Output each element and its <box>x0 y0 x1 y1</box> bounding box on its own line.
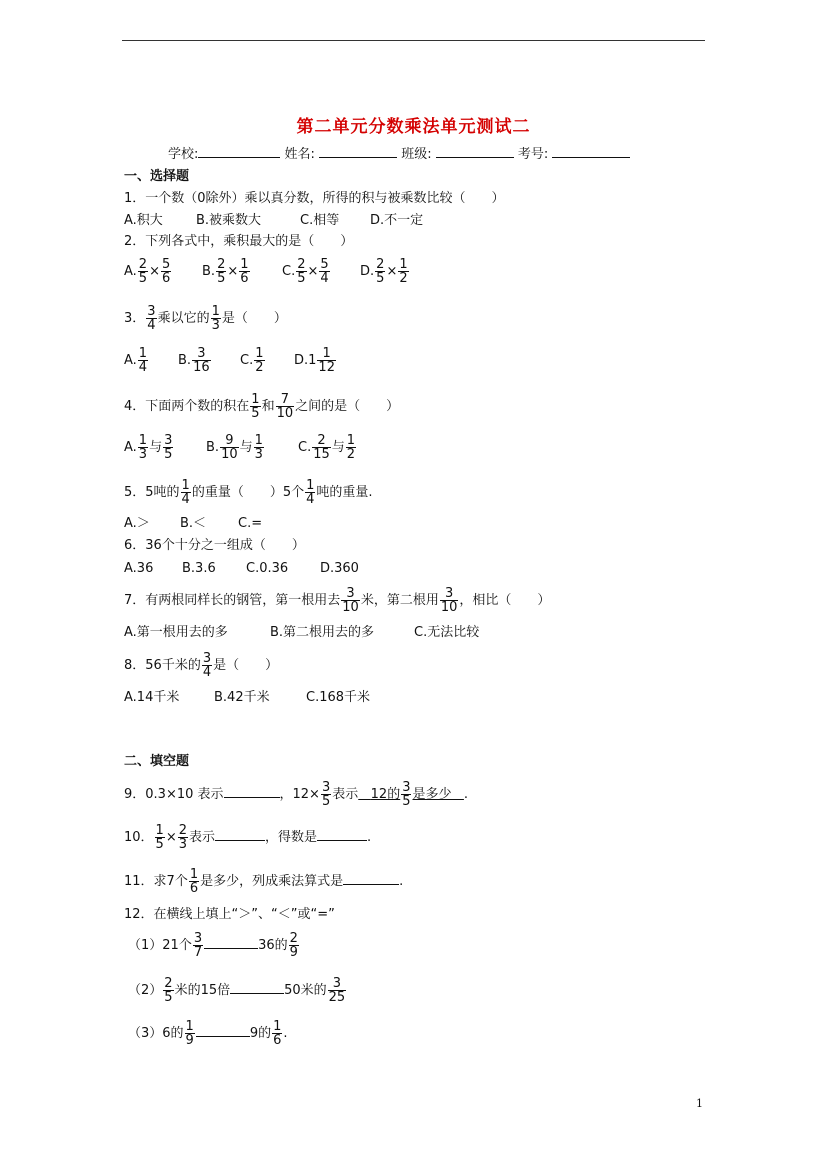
question-8-options <box>124 689 370 707</box>
q12-3-blank[interactable] <box>196 1036 250 1037</box>
fraction: $\frac{2}{5}$ <box>217 257 226 286</box>
fraction: $\frac{5}{6}$ <box>161 257 171 286</box>
q6-option-a[interactable]: A.36 <box>124 561 154 576</box>
question-12-2: （2） $\frac{2}{5}$ 米的15倍 50米的 $\frac{3}{25}$ <box>128 976 346 1005</box>
fraction: $\frac{5}{4}$ <box>320 257 329 286</box>
name-label: 姓名: <box>284 147 315 162</box>
school-label: 学校: <box>168 147 199 162</box>
question-5-options <box>124 515 262 533</box>
q1-option-c[interactable]: C.相等 <box>300 213 340 228</box>
question-2-options <box>124 258 410 285</box>
question-3: 3． $\frac{3}{4}$ 乘以它的 $\frac{1}{3}$ 是（ ） <box>124 304 287 333</box>
question-3-options <box>124 347 337 374</box>
fraction: $\frac{3}{10}$ <box>440 586 458 615</box>
fraction: $\frac{2}{5}$ <box>138 257 148 286</box>
q3-option-c[interactable]: C. $\frac{1}{2}$ <box>240 346 264 375</box>
question-6: 6．36个十分之一组成（ ） <box>124 538 305 553</box>
q9-answer: 12的 $\frac{3}{5}$ 是多少 <box>370 780 452 809</box>
student-info-line <box>168 146 630 164</box>
header-rule <box>122 40 705 41</box>
fraction: $\frac{1}{9}$ <box>185 1019 194 1048</box>
fraction: $\frac{2}{3}$ <box>178 823 188 852</box>
q2-option-d[interactable]: D. $\frac{2}{5}$ × $\frac{1}{2}$ <box>360 257 408 286</box>
class-label: 班级: <box>401 147 432 162</box>
fraction: $\frac{1}{5}$ <box>251 392 260 421</box>
q3-option-d[interactable]: D.1 $\frac{1}{12}$ <box>294 346 335 375</box>
q11-blank[interactable] <box>343 884 399 885</box>
fraction: $\frac{3}{25}$ <box>328 976 346 1005</box>
fraction: $\frac{2}{5}$ <box>164 976 173 1005</box>
q5-option-a[interactable]: A.＞ <box>124 516 150 531</box>
q10-blank-2[interactable] <box>317 840 367 841</box>
school-blank[interactable] <box>198 157 280 158</box>
question-11: 11．求7个 $\frac{1}{6}$ 是多少，列成乘法算式是 . <box>124 867 404 896</box>
fraction: $\frac{1}{3}$ <box>211 304 220 333</box>
question-9: 9．0.3×10 表示 ，12× $\frac{3}{5}$ 表示 12的 $\frac{3}{5}$ 是多少 . <box>124 780 469 809</box>
fraction: $\frac{2}{15}$ <box>313 433 330 462</box>
q8-option-b[interactable]: B.42千米 <box>214 690 270 705</box>
fraction: $\frac{2}{9}$ <box>289 931 298 960</box>
q4-option-b[interactable]: B. $\frac{9}{10}$ 与 $\frac{1}{3}$ <box>206 433 263 462</box>
question-4: 4．下面两个数的积在 $\frac{1}{5}$ 和 $\frac{7}{10}$ 之间的是（ ） <box>124 392 400 421</box>
question-12-3: （3）6的 $\frac{1}{9}$ 9的 $\frac{1}{6}$ . <box>128 1019 288 1048</box>
fraction: $\frac{3}{16}$ <box>193 346 210 375</box>
page-number: 1 <box>696 1097 703 1110</box>
question-12-1: （1）21个 $\frac{3}{7}$ 36的 $\frac{2}{9}$ <box>128 931 298 960</box>
section-fill-heading: 二、填空题 <box>124 754 190 769</box>
question-2: 2．下列各式中，乘积最大的是（ ） <box>124 234 354 249</box>
fraction: $\frac{1}{6}$ <box>240 257 249 286</box>
q4-option-c[interactable]: C. $\frac{2}{15}$ 与 $\frac{1}{2}$ <box>298 433 356 462</box>
question-5: 5．5吨的 $\frac{1}{4}$ 的重量（ ）5个 $\frac{1}{4}$ 吨的重量. <box>124 478 373 507</box>
fraction: $\frac{2}{5}$ <box>376 257 385 286</box>
fraction: $\frac{1}{2}$ <box>346 433 356 462</box>
fraction: $\frac{3}{5}$ <box>321 780 331 809</box>
q7-option-c[interactable]: C.无法比较 <box>414 625 480 640</box>
fraction: $\frac{3}{5}$ <box>402 780 411 809</box>
question-1-options <box>124 212 423 230</box>
q8-option-a[interactable]: A.14千米 <box>124 690 180 705</box>
q6-option-c[interactable]: C.0.36 <box>246 561 289 576</box>
fraction: $\frac{1}{4}$ <box>181 478 190 507</box>
q2-option-c[interactable]: C. $\frac{2}{5}$ × $\frac{5}{4}$ <box>282 257 329 286</box>
q7-option-a[interactable]: A.第一根用去的多 <box>124 625 228 640</box>
q9-blank-1[interactable] <box>224 797 280 798</box>
section-choice-heading: 一、选择题 <box>124 169 190 184</box>
name-blank[interactable] <box>319 157 397 158</box>
fraction: $\frac{3}{10}$ <box>342 586 359 615</box>
q8-option-c[interactable]: C.168千米 <box>306 690 371 705</box>
fraction: $\frac{3}{4}$ <box>147 304 156 333</box>
q3-option-b[interactable]: B. $\frac{3}{16}$ <box>178 346 210 375</box>
fraction: $\frac{1}{2}$ <box>399 257 408 286</box>
fraction: $\frac{1}{6}$ <box>273 1019 282 1048</box>
fraction: $\frac{1}{3}$ <box>254 433 263 462</box>
q1-option-d[interactable]: D.不一定 <box>370 213 424 228</box>
fraction: $\frac{7}{10}$ <box>276 392 294 421</box>
fraction: $\frac{1}{12}$ <box>318 346 335 375</box>
q5-option-b[interactable]: B.＜ <box>180 516 207 531</box>
fraction: $\frac{9}{10}$ <box>221 433 238 462</box>
q5-option-c[interactable]: C.= <box>238 516 263 531</box>
q1-option-a[interactable]: A.积大 <box>124 213 163 228</box>
q6-option-b[interactable]: B.3.6 <box>182 561 216 576</box>
q4-option-a[interactable]: A. $\frac{1}{3}$ 与 $\frac{3}{5}$ <box>124 433 173 462</box>
q2-option-b[interactable]: B. $\frac{2}{5}$ × $\frac{1}{6}$ <box>202 257 249 286</box>
fraction: $\frac{1}{4}$ <box>138 346 148 375</box>
question-4-options <box>124 434 357 461</box>
fraction: $\frac{1}{6}$ <box>189 867 199 896</box>
q1-option-b[interactable]: B.被乘数大 <box>196 213 262 228</box>
fraction: $\frac{3}{5}$ <box>164 433 173 462</box>
fraction: $\frac{3}{7}$ <box>193 931 203 960</box>
q7-option-b[interactable]: B.第二根用去的多 <box>270 625 375 640</box>
page-title: 第二单元分数乘法单元测试二 <box>296 117 531 137</box>
exam-no-blank[interactable] <box>552 157 630 158</box>
question-8: 8．56千米的 $\frac{3}{4}$ 是（ ） <box>124 651 279 680</box>
fraction: $\frac{1}{5}$ <box>155 823 164 852</box>
fraction: $\frac{1}{3}$ <box>138 433 148 462</box>
question-7: 7．有两根同样长的钢管，第一根用去 $\frac{3}{10}$ 米，第二根用 $\frac{3}{10}$ ，相比（ ） <box>124 586 551 615</box>
q12-2-blank[interactable] <box>230 993 284 994</box>
fraction: $\frac{3}{4}$ <box>202 651 212 680</box>
question-12: 12．在横线上填上“＞”、“＜”或“=” <box>124 907 335 922</box>
question-6-options <box>124 560 359 578</box>
question-7-options <box>124 624 479 642</box>
q3-option-a[interactable]: A. $\frac{1}{4}$ <box>124 346 148 375</box>
fraction: $\frac{2}{5}$ <box>297 257 306 286</box>
question-1: 1．一个数（0除外）乘以真分数，所得的积与被乘数比较（ ） <box>124 191 505 206</box>
q6-option-d[interactable]: D.360 <box>320 561 359 576</box>
q2-option-a[interactable]: A. $\frac{2}{5}$ × $\frac{5}{6}$ <box>124 257 171 286</box>
class-blank[interactable] <box>436 157 514 158</box>
q10-blank-1[interactable] <box>215 840 265 841</box>
fraction: $\frac{1}{2}$ <box>255 346 264 375</box>
exam-no-label: 考号: <box>517 147 549 162</box>
q12-1-blank[interactable] <box>204 948 258 949</box>
question-10: 10． $\frac{1}{5}$ × $\frac{2}{3}$ 表示 ，得数是 . <box>124 823 372 852</box>
fraction: $\frac{1}{4}$ <box>306 478 315 507</box>
